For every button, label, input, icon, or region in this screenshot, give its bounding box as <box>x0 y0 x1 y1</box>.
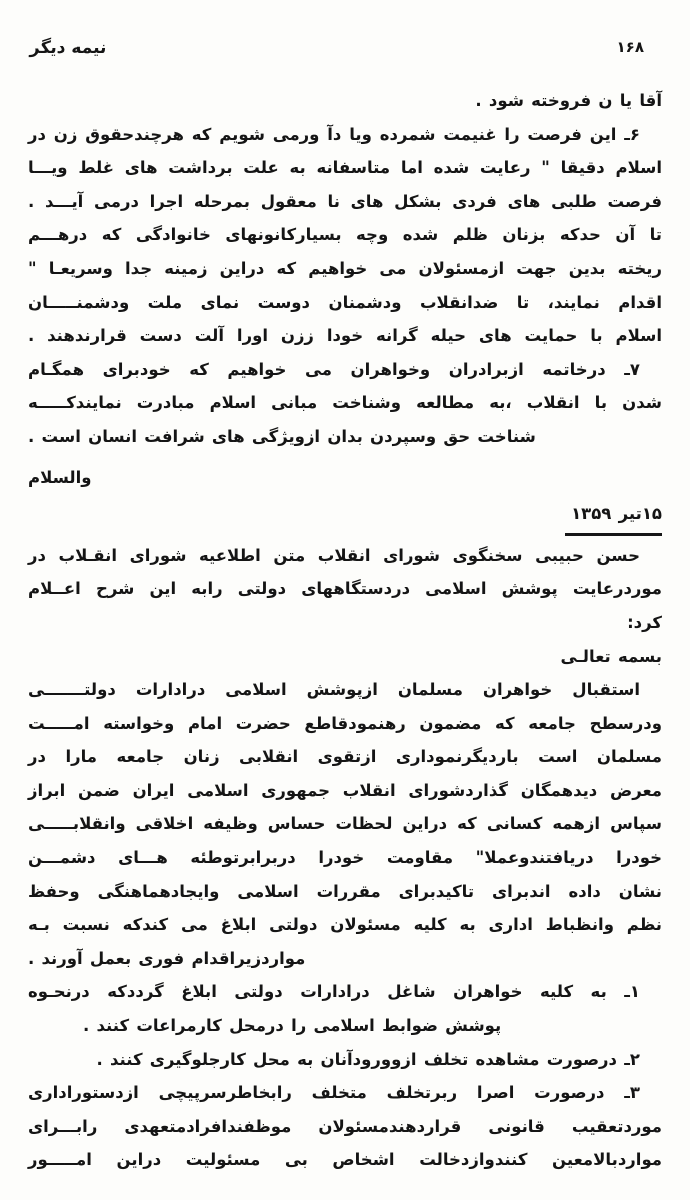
text-line: اسلام دقیقا " رعایت شده اما متاسفانه به علت برداشت های غلط ویـــا <box>28 158 662 178</box>
text-line: مواردبالامعین کنندوازدخالت اشخاص بی مسئولیت دراین امـــــور <box>28 1150 662 1170</box>
text-line: سپاس ازهمه کسانی که دراین لحظات حساس وظیفه اخلاقی وانقلابـــــی <box>28 814 662 834</box>
text-line: اسلام با حمایت های حیله گرانه خودا ززن اورا آلت دست قرارندهند . <box>28 326 662 346</box>
item-1-line: ۱ـ به کلیه خواهران شاغل درادارات دولتی ابلاغ گرددکه درنحـوه <box>28 982 640 1002</box>
page-number: ۱۶۸ <box>616 38 644 56</box>
text-line: موردتعقیب قانونی قراردهندمسئولان موظفندافرادمتعهدی رابـــرای <box>28 1116 662 1136</box>
journal-title: نیمه دیگر <box>29 38 108 58</box>
basmala: بسمه تعالـی <box>560 646 662 666</box>
item-3-line: ۳ـ درصورت اصرا ربرتخلف متخلف رابخاطرسرپیچی ازدستوراداری <box>28 1083 640 1103</box>
statement-line: استقبال خواهران مسلمان ازپوشش اسلامی درادارات دولتـــــــی <box>28 680 640 700</box>
date-heading: ۱۵تیر ۱۳۵۹ <box>565 497 662 536</box>
text-line: کرد: <box>627 612 662 632</box>
announcement-intro-line: حسن حبیبی سخنگوی شورای انقلاب متن اطلاعیه شورای انقـلاب در <box>28 545 640 565</box>
text-line: شدن با انقلاب ،به مطالعه وشناخت مبانی اسلام مبادرت نمایندکـــــه <box>28 393 662 413</box>
text-line: پوشش ضوابط اسلامی را درمحل کارمراعات کنند . <box>83 1016 502 1036</box>
text-line: نظم وانظباط اداری به کلیه مسئولان دولتی ابلاغ می کندکه نسبت بـه <box>28 915 662 935</box>
document-body <box>28 84 662 1177</box>
clause-6-line: ۶ـ این فرصت را غنیمت شمرده ویا دآ ورمی شویم که هرچندحقوق زن در <box>28 124 640 144</box>
item-2-line: ۲ـ درصورت مشاهده تخلف ازوورودآنان به محل کارجلوگیری کنند . <box>96 1049 640 1069</box>
text-line: مواردزیراقدام فوری بعمل آورند . <box>28 948 306 968</box>
page-header <box>30 38 662 58</box>
text-line: نشان داده اندبرای تاکیدبرای مقررات اسلامی وایجادهماهنگی وحفظ <box>28 881 662 901</box>
text-line: تا آن حدکه بزنان ظلم شده وچه بسیارکانونهای خانوادگی که درهـــم <box>28 225 662 245</box>
text-line: اقدام نمایند، تا ضدانقلاب ودشمنان دوست نمای ملت ودشمنـــــان <box>28 292 662 312</box>
text-line: معرض دیدهمگان گذاردشورای انقلاب جمهوری اسلامی ایران ضمن ابراز <box>28 780 662 800</box>
text-line: خودرا دریافتندوعملا" مقاومت خودرا دربرابرتوطئه هـــای دشمـــن <box>28 848 662 868</box>
text-line: فرصت طلبی های فردی بشکل های نا معقول بمرحله اجرا درمی آیـــد . <box>28 191 662 211</box>
text-line: ریخته بدین جهت ازمسئولان می خواهیم که دراین زمینه جدا وسریعـا " <box>28 258 662 278</box>
clause-7-line: ۷ـ درخاتمه ازبرادران وخواهران می خواهیم که خودبرای همگـام <box>28 359 640 379</box>
text-line: شناخت حق وسپردن بدان ازویژگی های شرافت انسان است . <box>28 426 536 446</box>
text-line: موردرعایت پوشش اسلامی دردستگاههای دولتی رابه این شرح اعــلام <box>28 579 662 599</box>
closing-salutation: والسلام <box>28 467 92 487</box>
date-row <box>28 497 662 536</box>
text-line: مسلمان است باردیگرنموداری ازتقوی انقلابی زنان جامعه مارا در <box>28 747 662 767</box>
text-line: ودرسطح جامعه که مضمون رهنمودقاطع حضرت امام وخواسته امـــــت <box>28 713 662 733</box>
text-line: آقا یا ن فروخته شود . <box>475 91 662 110</box>
